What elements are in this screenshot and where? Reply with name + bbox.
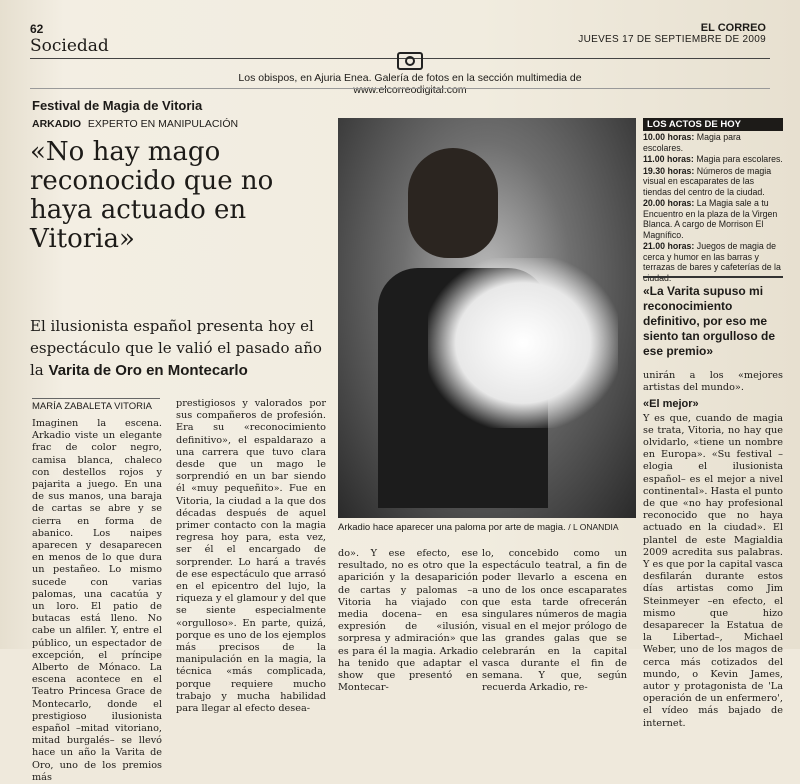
body-column-5 (643, 370, 783, 730)
events-list (643, 132, 783, 284)
subhead-text: El ilusionista español presenta hoy el espectáculo que le valió el pasado año la (30, 317, 322, 379)
events-box-title: LOS ACTOS DE HOY (643, 118, 783, 131)
event-item: 11.00 horas: Magia para escolares. (643, 154, 783, 164)
article-kicker: Festival de Magia de Vitoria (32, 98, 203, 113)
multimedia-text: Los obispos, en Ajuria Enea. Galería de fotos en la sección multimedia de www.elcorreodigital.com (238, 72, 582, 96)
event-item: 10.00 horas: Magia para escolares. (643, 132, 741, 153)
multimedia-divider (30, 88, 770, 89)
subhead-bold: Varita de Oro en Montecarlo (48, 362, 248, 379)
photo-head-shape (408, 148, 498, 258)
page-number: 62 (30, 22, 44, 36)
magician-photo (338, 118, 636, 518)
pull-quote: «La Varita supuso mi reconocimiento definitivo, por eso me siento tan orgulloso de ese premio» (643, 276, 783, 359)
body-column-2: prestigiosos y valorados por sus compañeros de profesión. Era su «reconocimiento definitivo», el espaldarazo a una carrera que tuvo clara desde que un mago le sorprendió en un bar siendo él «muy pequeñito». Fue en Vitoria, la ciudad a la que dos décadas después de aquel primer contacto con la magia regresa hoy para, esta vez, ser él el encargado de sorprender. Lo hará a través de ese espectáculo que arrasó en el epicentro del lujo, la riqueza y el glamour y del que se siente especialmente «orgulloso». En parte, quizá, porque es uno de los ejemplos más precisos de la manipulación en la magia, la técnica «más complicada, porque requiere mucho trabajo y mucha habilidad para llegar al efecto desea- (176, 398, 326, 715)
body-column-4: lo, concebido como un espectáculo teatral, a fin de poder llevarlo a escena en uno de los once escaparates que esta tarde ofrecerán singulares números de magia visual en el mejor prólogo de las grandes galas que se celebrarán en la capital vasca durante el fin de semana. Y que, según recuerda Arkadio, re- (482, 548, 628, 694)
photo-caption (338, 522, 638, 533)
camera-icon (397, 52, 423, 70)
section-subhead: «El mejor» (643, 398, 699, 411)
subject-role: EXPERTO EN MANIPULACIÓN (87, 118, 239, 130)
issue-date: JUEVES 17 DE SEPTIEMBRE DE 2009 (578, 34, 766, 45)
dove-shape (428, 258, 618, 428)
body-column-1: Imaginen la escena. Arkadio viste un elegante frac de color negro, camisa blanca, chaleco con destellos rojos y pajarita a juego. En una de sus manos, una baraja de cartas se abre y se cierra en forma de abanico. Los naipes aparecen y desaparecen en menos de lo que dura un pestañeo. Lo mismo sucede con varias palomas, una cacatúa y un loro. El patio de butacas está lleno. No cabe un alfiler. Y, entre el público, un espectador de excepción, el príncipe Alberto de Mónaco. La escena acontece en el Teatro Princesa Grace de Montecarlo, donde el prestigioso ilusionista español –mitad vitoriano, mitad burgalés– se llevó hace un año la Varita de Oro, uno de los premios más (32, 418, 162, 783)
body-column-3: do». Y ese efecto, ese resultado, no es otro que la aparición y la desaparición de cartas y palomas –a Vitoria ha viajado con media docena– en esa expresión de «ilusión, sorpresa y admiración» que es para él la magia. Arkadio ha tenido que adaptar el show que presentó en Montecar- (338, 548, 478, 694)
section-title: Sociedad (30, 36, 109, 56)
photo-credit: / L ONANDIA (568, 522, 619, 532)
event-item: 19.30 horas: Números de magia visual en escaparates de las tiendas del centro de la ciudad. (643, 165, 772, 197)
page-header-left (30, 22, 109, 56)
caption-text: Arkadio hace aparecer una paloma por arte de magia. (338, 522, 566, 533)
author-byline: MARÍA ZABALETA VITORIA (32, 398, 160, 412)
column-5-text-b: Y es que, cuando de magia se trata, Vitoria, no hay que olvidarlo, «tiene un nombre en Europa». «Su festival –elogia el ilusionista español– es el mejor a nivel continental». Hasta el punto de que «no hay profesional reconocido que no haya actuado en la ciudad». El plantel de este Magialdia 2009 acredita sus palabras. Y es que por la capital vasca desfilarán durante estos días artistas como Jim Steinmeyer –en efecto, el mismo que hizo desaparecer la Estatua de la Libertad–, Michael Weber, uno de los magos de cerca más cotizados del mundo, o Kevin James, autor y protagonista de 'La operación de un enfermero', el vídeo más bajado de internet. (643, 412, 783, 729)
event-item: 20.00 horas: La Magia sale a tu Encuentro en la plaza de la Virgen Blanca. A cargo de Morrison El Magnífico. (643, 198, 778, 240)
event-item: 21.00 horas: Juegos de magia de cerca y humor en las barras y terrazas de bares y cafeterías de la ciudad. (643, 241, 781, 283)
article-subhead (30, 315, 330, 382)
column-5-text-a: unirán a los «mejores artistas del mundo». (643, 370, 783, 394)
subject-label (32, 118, 238, 130)
multimedia-note (190, 52, 630, 96)
newspaper-name: EL CORREO (700, 22, 766, 34)
page-header-right (578, 22, 766, 45)
subject-name: ARKADIO (32, 118, 81, 130)
article-headline: «No hay mago reconocido que no haya actuado en Vitoria» (30, 137, 274, 254)
